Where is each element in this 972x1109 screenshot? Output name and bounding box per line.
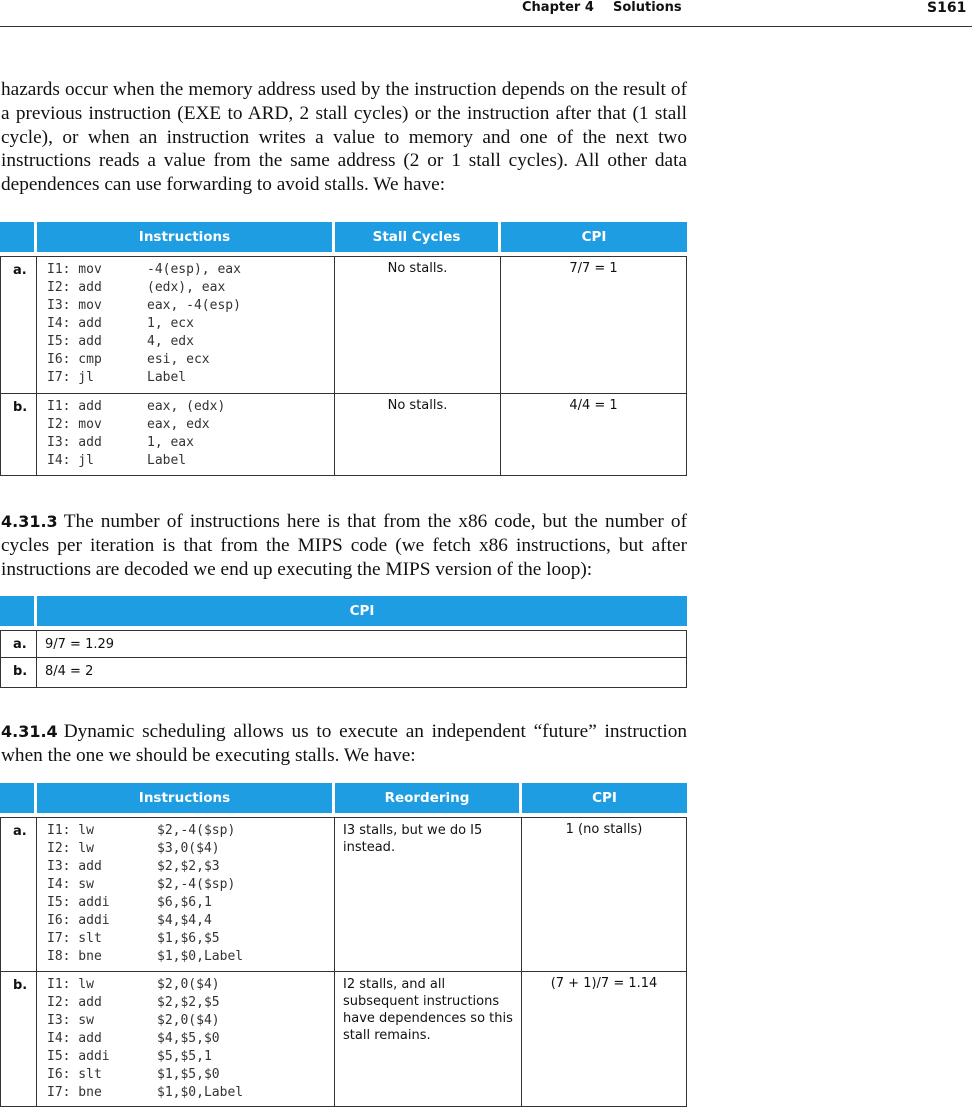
code-opcode: I4: add — [47, 1031, 102, 1046]
section-4-31-3 — [1, 510, 687, 581]
row-label: a. — [0, 817, 37, 972]
code-opcode: I3: mov — [47, 298, 102, 313]
table-row — [0, 972, 687, 1107]
code-opcode: I6: cmp — [47, 352, 102, 367]
code-line — [47, 398, 324, 416]
cpi-cell: 1 (no stalls) — [522, 817, 687, 972]
code-line — [47, 1084, 324, 1102]
code-opcode: I1: mov — [47, 262, 102, 277]
section-text: The number of instructions here is that from the x86 code, but the number of cycles per iteration is that from the MIPS code (we fetch x86 instructions, but after instructions are decoded we end up executing the MIPS version of the loop): — [1, 511, 687, 580]
code-line — [47, 333, 324, 351]
row-label: b. — [0, 972, 37, 1107]
code-line — [47, 976, 324, 994]
code-operands: 1, eax — [147, 435, 194, 450]
code-line — [47, 261, 324, 279]
code-opcode: I2: add — [47, 280, 102, 295]
stall-cell: No stalls. — [335, 394, 501, 476]
code-opcode: I8: bne — [47, 949, 102, 964]
row-label: b. — [0, 658, 37, 688]
code-line — [47, 434, 324, 452]
section-4-31-4 — [1, 720, 687, 768]
code-operands: Label — [147, 370, 187, 385]
code-line — [47, 297, 324, 315]
code-operands: $1,$6,$5 — [157, 931, 220, 946]
code-operands: 1, ecx — [147, 316, 194, 331]
code-opcode: I1: lw — [47, 977, 94, 992]
reorder-cell: I3 stalls, but we do I5 instead. — [335, 817, 522, 972]
code-opcode: I5: addi — [47, 895, 110, 910]
code-opcode: I5: addi — [47, 1049, 110, 1064]
intro-paragraph: hazards occur when the memory address used by the instruction depends on the result of a previous instruction (EXE to ARD, 2 stall cycles) or the instruction after that (1 stall cycle), or when an instruction writes a value to memory and one of the next two instructions reads a value from the same address (2 or 1 stall cycles). All other data dependences can use forwarding to avoid stalls. We have: — [1, 79, 687, 196]
code-operands: $4,$5,$0 — [157, 1031, 220, 1046]
code-cell — [37, 256, 335, 394]
code-operands: $1,$5,$0 — [157, 1067, 220, 1082]
row-label: a. — [0, 630, 37, 658]
page-header — [0, 0, 972, 27]
chapter-label: Chapter 4 — [522, 0, 594, 15]
code-line — [47, 416, 324, 434]
table-reordering — [0, 783, 687, 1107]
code-operands: esi, ecx — [147, 352, 210, 367]
code-operands: $2,-4($sp) — [157, 877, 236, 892]
stall-cell: No stalls. — [335, 256, 501, 394]
header-instructions: Instructions — [37, 222, 335, 252]
code-line — [47, 894, 324, 912]
cpi-cell: 4/4 = 1 — [501, 394, 687, 476]
code-operands: 4, edx — [147, 334, 194, 349]
code-opcode: I7: jl — [47, 370, 94, 385]
header-cpi: CPI — [501, 222, 687, 252]
code-line — [47, 1048, 324, 1066]
code-operands: $2,$2,$3 — [157, 859, 220, 874]
section-number: 4.31.4 — [1, 722, 58, 741]
code-operands: $3,0($4) — [157, 841, 220, 856]
code-opcode: I7: slt — [47, 931, 102, 946]
code-cell — [37, 972, 335, 1107]
code-operands: (edx), eax — [147, 280, 226, 295]
code-opcode: I3: sw — [47, 1013, 94, 1028]
code-line — [47, 876, 324, 894]
code-line — [47, 912, 324, 930]
code-opcode: I4: sw — [47, 877, 94, 892]
code-line — [47, 840, 324, 858]
header-label-col — [0, 222, 37, 252]
code-line — [47, 822, 324, 840]
section-text: Dynamic scheduling allows us to execute an independent “future” instruction when the one we should be executing stalls. We have: — [1, 721, 687, 766]
header-instructions: Instructions — [37, 783, 335, 813]
table-row — [0, 817, 687, 972]
code-opcode: I7: bne — [47, 1085, 102, 1100]
header-reordering: Reordering — [335, 783, 522, 813]
code-line — [47, 452, 324, 470]
code-operands: $2,$2,$5 — [157, 995, 220, 1010]
section-number: 4.31.3 — [1, 512, 58, 531]
code-operands: eax, edx — [147, 417, 210, 432]
code-operands: $1,$0,Label — [157, 1085, 244, 1100]
code-opcode: I3: add — [47, 435, 102, 450]
row-label: b. — [0, 394, 37, 476]
header-label-col — [0, 596, 37, 626]
code-operands: $4,$4,4 — [157, 913, 212, 928]
cpi-cell: 7/7 = 1 — [501, 256, 687, 394]
table-stalls-x86 — [0, 222, 687, 476]
cpi-cell: 8/4 = 2 — [37, 658, 687, 688]
code-operands: $6,$6,1 — [157, 895, 212, 910]
code-line — [47, 1030, 324, 1048]
cpi-cell: 9/7 = 1.29 — [37, 630, 687, 658]
code-operands: -4(esp), eax — [147, 262, 241, 277]
code-line — [47, 994, 324, 1012]
code-operands: $2,0($4) — [157, 1013, 220, 1028]
code-line — [47, 279, 324, 297]
cpi-cell: (7 + 1)/7 = 1.14 — [522, 972, 687, 1107]
code-operands: $1,$0,Label — [157, 949, 244, 964]
header-stall-cycles: Stall Cycles — [335, 222, 501, 252]
code-line — [47, 930, 324, 948]
header-label-col — [0, 783, 37, 813]
page-number: S161 — [927, 0, 967, 16]
code-line — [47, 1066, 324, 1084]
table-row — [0, 630, 687, 658]
code-line — [47, 948, 324, 966]
table-cpi-mips — [0, 596, 687, 688]
code-line — [47, 369, 324, 387]
code-line — [47, 858, 324, 876]
code-opcode: I4: jl — [47, 453, 94, 468]
code-operands: $5,$5,1 — [157, 1049, 212, 1064]
code-opcode: I4: add — [47, 316, 102, 331]
table-row — [0, 394, 687, 476]
code-line — [47, 351, 324, 369]
table-row — [0, 256, 687, 394]
header-cpi: CPI — [522, 783, 687, 813]
code-opcode: I2: lw — [47, 841, 94, 856]
code-opcode: I6: addi — [47, 913, 110, 928]
code-opcode: I1: lw — [47, 823, 94, 838]
code-operands: eax, (edx) — [147, 399, 226, 414]
code-line — [47, 1012, 324, 1030]
code-operands: Label — [147, 453, 187, 468]
code-opcode: I3: add — [47, 859, 102, 874]
header-cpi: CPI — [37, 596, 687, 626]
code-cell — [37, 394, 335, 476]
code-opcode: I1: add — [47, 399, 102, 414]
section-label: Solutions — [613, 0, 682, 15]
code-opcode: I5: add — [47, 334, 102, 349]
code-opcode: I2: add — [47, 995, 102, 1010]
code-operands: $2,0($4) — [157, 977, 220, 992]
code-cell — [37, 817, 335, 972]
code-line — [47, 315, 324, 333]
table-row — [0, 658, 687, 688]
code-operands: $2,-4($sp) — [157, 823, 236, 838]
reorder-cell: I2 stalls, and all subsequent instructions have dependences so this stall remains. — [335, 972, 522, 1107]
code-opcode: I2: mov — [47, 417, 102, 432]
code-opcode: I6: slt — [47, 1067, 102, 1082]
row-label: a. — [0, 256, 37, 394]
code-operands: eax, -4(esp) — [147, 298, 241, 313]
